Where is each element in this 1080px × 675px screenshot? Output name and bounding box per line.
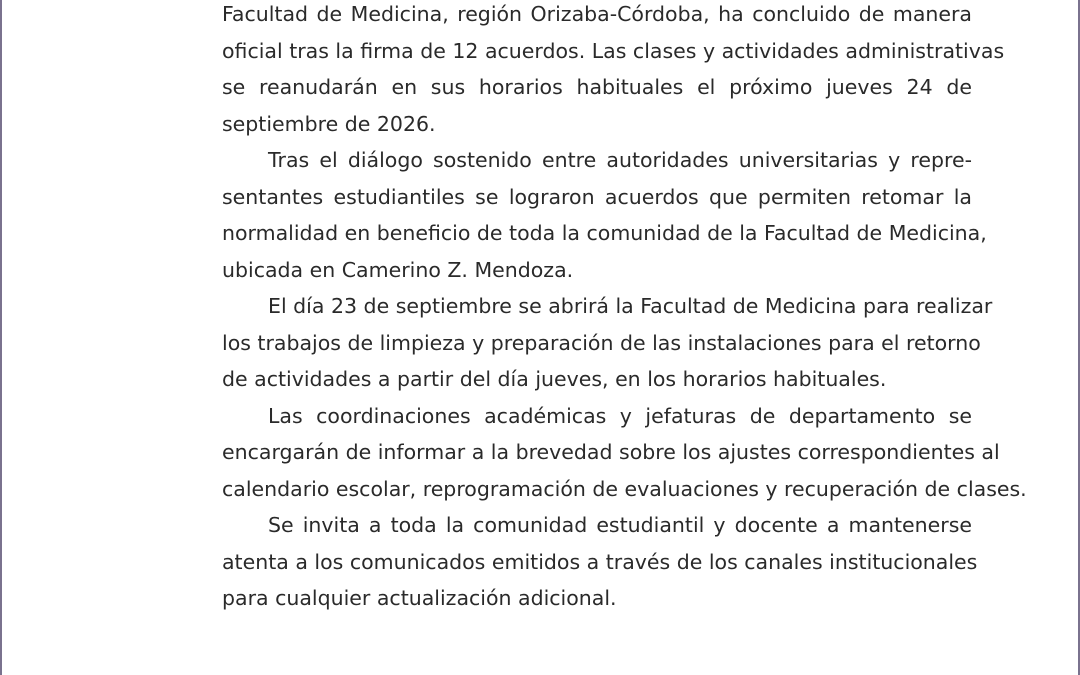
paragraph-3 [222,288,993,398]
text-line: atenta a los comunicados emitidos a través de los canales institucionales [222,549,978,574]
text-line: sentantes estudiantiles se lograron acuerdos que permiten retomar la [222,184,972,209]
text-line: calendario escolar, reprogramación de evaluaciones y recuperación de clases. [222,476,1027,501]
text-line: septiembre de 2026. [222,111,436,136]
text-line: Se invita a toda la comunidad estudiantil y docente a mantenerse [268,513,972,537]
text-line: encargarán de informar a la brevedad sobre los ajustes correspondientes al [222,440,1000,464]
page-frame-left [0,0,2,675]
text-line: para cualquier actualización adicional. [222,586,617,610]
text-line: Tras el diálogo sostenido entre autoridades universitarias y repre- [268,148,972,172]
text-line: oficial tras la firma de 12 acuerdos. Las clases y actividades administrativas [222,38,1005,63]
text-line: normalidad en beneficio de toda la comunidad de la Facultad de Medicina, [222,221,987,245]
text-line: Las coordinaciones académicas y jefaturas de departamento se [268,403,972,428]
text-line: Facultad de Medicina, región Orizaba-Córdoba, ha concluido de manera [222,2,972,26]
text-line: El día 23 de septiembre se abrirá la Facultad de Medicina para realizar [268,294,993,318]
paragraph-4 [222,398,1027,508]
text-line: ubicada en Camerino Z. Mendoza. [222,257,574,282]
paragraph-1 [222,0,1005,142]
paragraph-2 [222,142,987,288]
text-line: de actividades a partir del día jueves, en los horarios habituales. [222,367,887,391]
paragraph-5 [222,507,978,617]
document-body [222,0,1027,617]
text-line: se reanudarán en sus horarios habituales el próximo jueves 24 de [222,75,972,99]
text-line: los trabajos de limpieza y preparación de las instalaciones para el retorno [222,330,981,355]
